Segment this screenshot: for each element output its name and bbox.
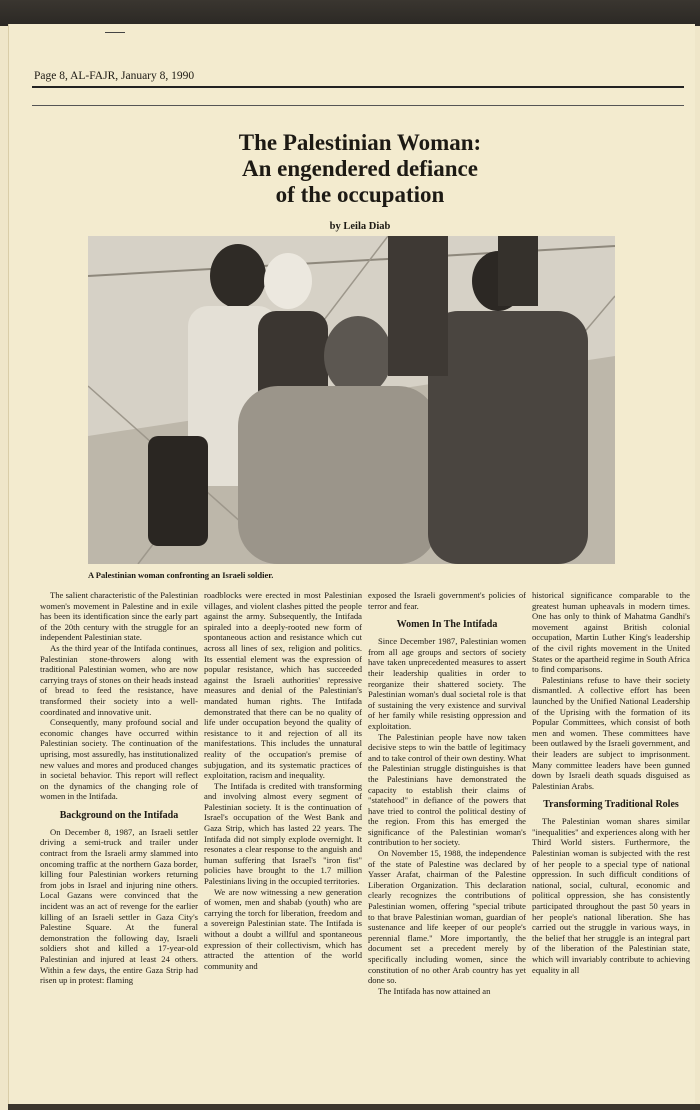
article-column-2 bbox=[204, 590, 362, 971]
paragraph: On November 15, 1988, the independence of the state of Palestine was declared by Yasser Arafat, chairman of the Palestine Liberation Organization. This declaration clearly recognizes the contributions of Palestinian women, offering "special tribute to that brave Palestinian woman, guardian of sustenance and life keeper of our people's perennial flame." More importantly, the document set a precedent merely by specifically including women, since the constitution of no other Arab country has yet done so. bbox=[368, 848, 526, 986]
title-line-2: An engendered defiance bbox=[242, 156, 478, 181]
header-rule bbox=[32, 86, 684, 88]
paragraph: The Intifada has now attained an bbox=[378, 985, 491, 996]
byline: by Leila Diab bbox=[329, 221, 391, 232]
scan-bottom-edge bbox=[8, 1104, 700, 1110]
photo-illustration bbox=[88, 236, 615, 564]
section-heading: Background on the Intifada bbox=[59, 809, 179, 821]
paragraph: The Intifada is credited with transforming and involving almost every segment of Palestinian society. It is the continuation of Israel's occupation of the West Bank and Gaza Strip, which has lasted 22 years. The Intifada did not simply explode overnight. It resonates a clear response to the anguish and human suffering that Israel's "iron fist" policies have brought to the 1.7 million Palestinians living in the occupied territories. bbox=[204, 780, 362, 887]
article-photo bbox=[88, 236, 615, 564]
paragraph: historical significance comparable to the greatest human upheavals in modern times. One has only to think of Mahatma Gandhi's movement against British colonial occupation, Martin Luther King's leadership of the civil rights movement in the United States or the apartheid regime in South Africa to find comparisons. bbox=[532, 590, 690, 675]
article-column-4 bbox=[532, 590, 690, 975]
photo-caption: A Palestinian woman confronting an Israeli soldier. bbox=[88, 570, 274, 580]
page-header: Page 8, AL-FAJR, January 8, 1990 bbox=[34, 70, 195, 82]
article-title bbox=[160, 130, 560, 208]
paragraph: Since December 1987, Palestinian women from all age groups and sectors of society have taken unprecedented measures to assert their leadership qualities in order to reorganize their shattered society. The Palestinian woman's dual societal role is that of sustaining the very existence and survival of her family while resisting oppression and exploitation. bbox=[368, 636, 526, 731]
article-column-3 bbox=[368, 590, 526, 996]
paragraph: The salient characteristic of the Palestinian women's movement in Palestine and in exile has been its identification since the early part of the 20th century with the struggle for an independent Palestinian state. bbox=[40, 590, 198, 643]
paragraph: Palestinians refuse to have their society dismantled. A collective effort has been launched by the Unified National Leadership of the Uprising with the formation of its Popular Committees, which consist of both men and women. These committees have been outlawed by the Israeli government, and their leaders are subject to imprisonment. Many committee leaders have been gunned down by Israeli death squads disguised as Palestinian Arabs. bbox=[532, 674, 690, 791]
title-line-1: The Palestinian Woman: bbox=[238, 130, 482, 155]
paragraph: On December 8, 1987, an Israeli settler driving a semi-truck and trailer under contract from the Israeli army slammed into oncoming traffic at the northern Gaza border, killing four Palestinian workers returning from jobs in Israel and injuring nine others. Local Gazans were convinced that the incident was an act of revenge for the earlier killing of an Israeli settler in Gaza City's Palestine Square. At the funeral demonstration the following day, Israeli soldiers shot and killed a 17-year-old Palestinian and injured at least 24 others. Within a few days, the entire Gaza Strip had risen up in protest: flaming bbox=[40, 826, 198, 986]
scan-top-band bbox=[0, 0, 700, 26]
paragraph: We are now witnessing a new generation of women, men and shabab (youth) who are carrying the torch for liberation, freedom and a sovereign Palestinian state. The Intifada is without a doubt a willful and spontaneous expression of their collectivism, which has attracted the attention of the world community and bbox=[204, 886, 362, 971]
paragraph: The Palestinian people have now taken decisive steps to win the battle of legitimacy and to take control of their own destiny. What the Palestinian struggle distinguishes is that the Palestinians have demonstrated the capacity to establish their claims of "statehood" in defiance of the powers that have tried to control the political destiny of the region. From this has emerged the significance of the Palestinian woman's contribution to her society. bbox=[368, 731, 526, 848]
paragraph: As the third year of the Intifada continues, Palestinian stone-throwers along with traditional Palestinian women, who are now carrying trays of stones on their heads instead of bread to feed the resistance, have transformed their society into a well-coordinated and innovative unit. bbox=[40, 642, 198, 717]
margin-mark bbox=[105, 32, 125, 33]
section-heading: Women In The Intifada bbox=[396, 619, 498, 631]
paragraph: exposed the Israeli government's policies of terror and fear. bbox=[368, 590, 526, 611]
paragraph: Consequently, many profound social and economic changes have occurred within Palestinian society. The continuation of the uprising, most assuredly, has institutionalized new values and mores and produced changes in societal behavior. This report will reflect on the dynamics of the changing role of women in the Intifada. bbox=[40, 717, 198, 802]
paragraph: The Palestinian woman shares similar "inequalities" and experiences along with her Third World sisters. Furthermore, the Palestinian woman is subjected with the rest of her people to a special type of national oppression. In such difficult conditions of national, social, cultural, economic and political oppression, she has consistently participated throughout the past 50 years in her people's national liberation. She has carried out the struggle in various ways, in the belief that her struggle is an integral part of the liberation of the Palestinian state, which will invariably contribute to achieving equality in all bbox=[532, 816, 690, 975]
paragraph: roadblocks were erected in most Palestinian villages, and violent clashes pitted the people against the army. Subsequently, the Intifada spiraled into a deeply-rooted new form of spontaneous action and resistance which cut across all lines of sex, religion and politics. Its essential element was the expression of popular resistance, which has succeeded against the Israeli authorities' repressive measures and denial of the Palestinian's mandated human rights. The Intifada demonstrated that there can be no quality of life under occupation beyond the quality of resistance to it and rejection of all its manifestations. This includes the unnatural reality of the occupation's premise of subjugation, and its systematic practices of exploitation, racism and inequality. bbox=[204, 590, 362, 781]
header-rule-thin bbox=[32, 105, 684, 106]
section-heading: Transforming Traditional Roles bbox=[543, 799, 679, 811]
title-line-3: of the occupation bbox=[275, 182, 445, 207]
article-column-1 bbox=[40, 590, 198, 986]
